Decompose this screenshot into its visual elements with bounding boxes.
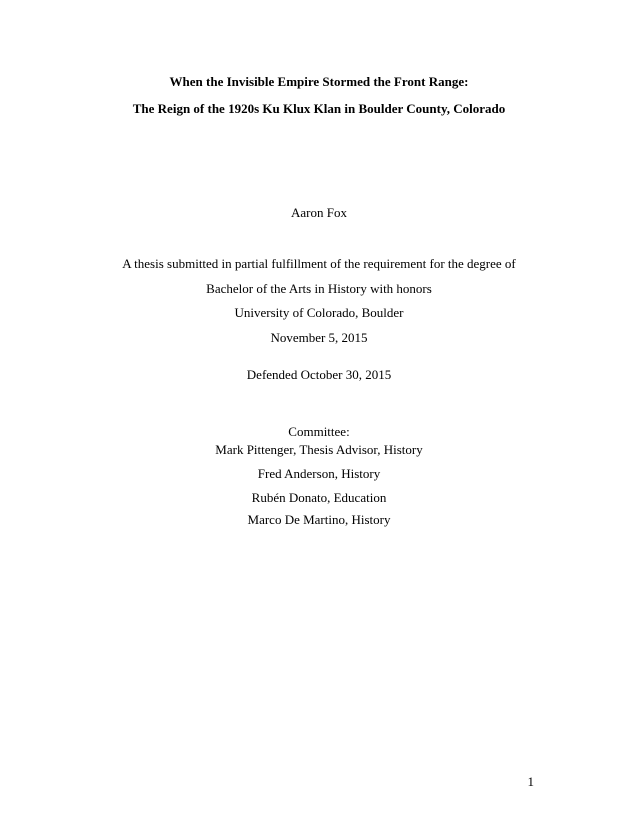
committee-member: Fred Anderson, History	[257, 466, 381, 481]
degree-statement-line-1: A thesis submitted in partial fulfillment of the requirement for the degree of	[122, 256, 516, 271]
institution: University of Colorado, Boulder	[234, 305, 404, 320]
page-number: 1	[527, 774, 534, 789]
committee-member: Rubén Donato, Education	[251, 490, 387, 505]
committee-member: Mark Pittenger, Thesis Advisor, History	[215, 442, 423, 457]
thesis-title-line-2: The Reign of the 1920s Ku Klux Klan in Boulder County, Colorado	[132, 101, 506, 116]
thesis-title-line-1: When the Invisible Empire Stormed the Front Range:	[169, 74, 469, 89]
degree-statement-line-2: Bachelor of the Arts in History with honors	[206, 281, 432, 296]
defense-date: Defended October 30, 2015	[246, 367, 392, 382]
author-name: Aaron Fox	[291, 205, 347, 220]
committee-member: Marco De Martino, History	[247, 512, 391, 527]
committee-heading: Committee:	[288, 424, 350, 439]
submission-date: November 5, 2015	[270, 330, 368, 345]
